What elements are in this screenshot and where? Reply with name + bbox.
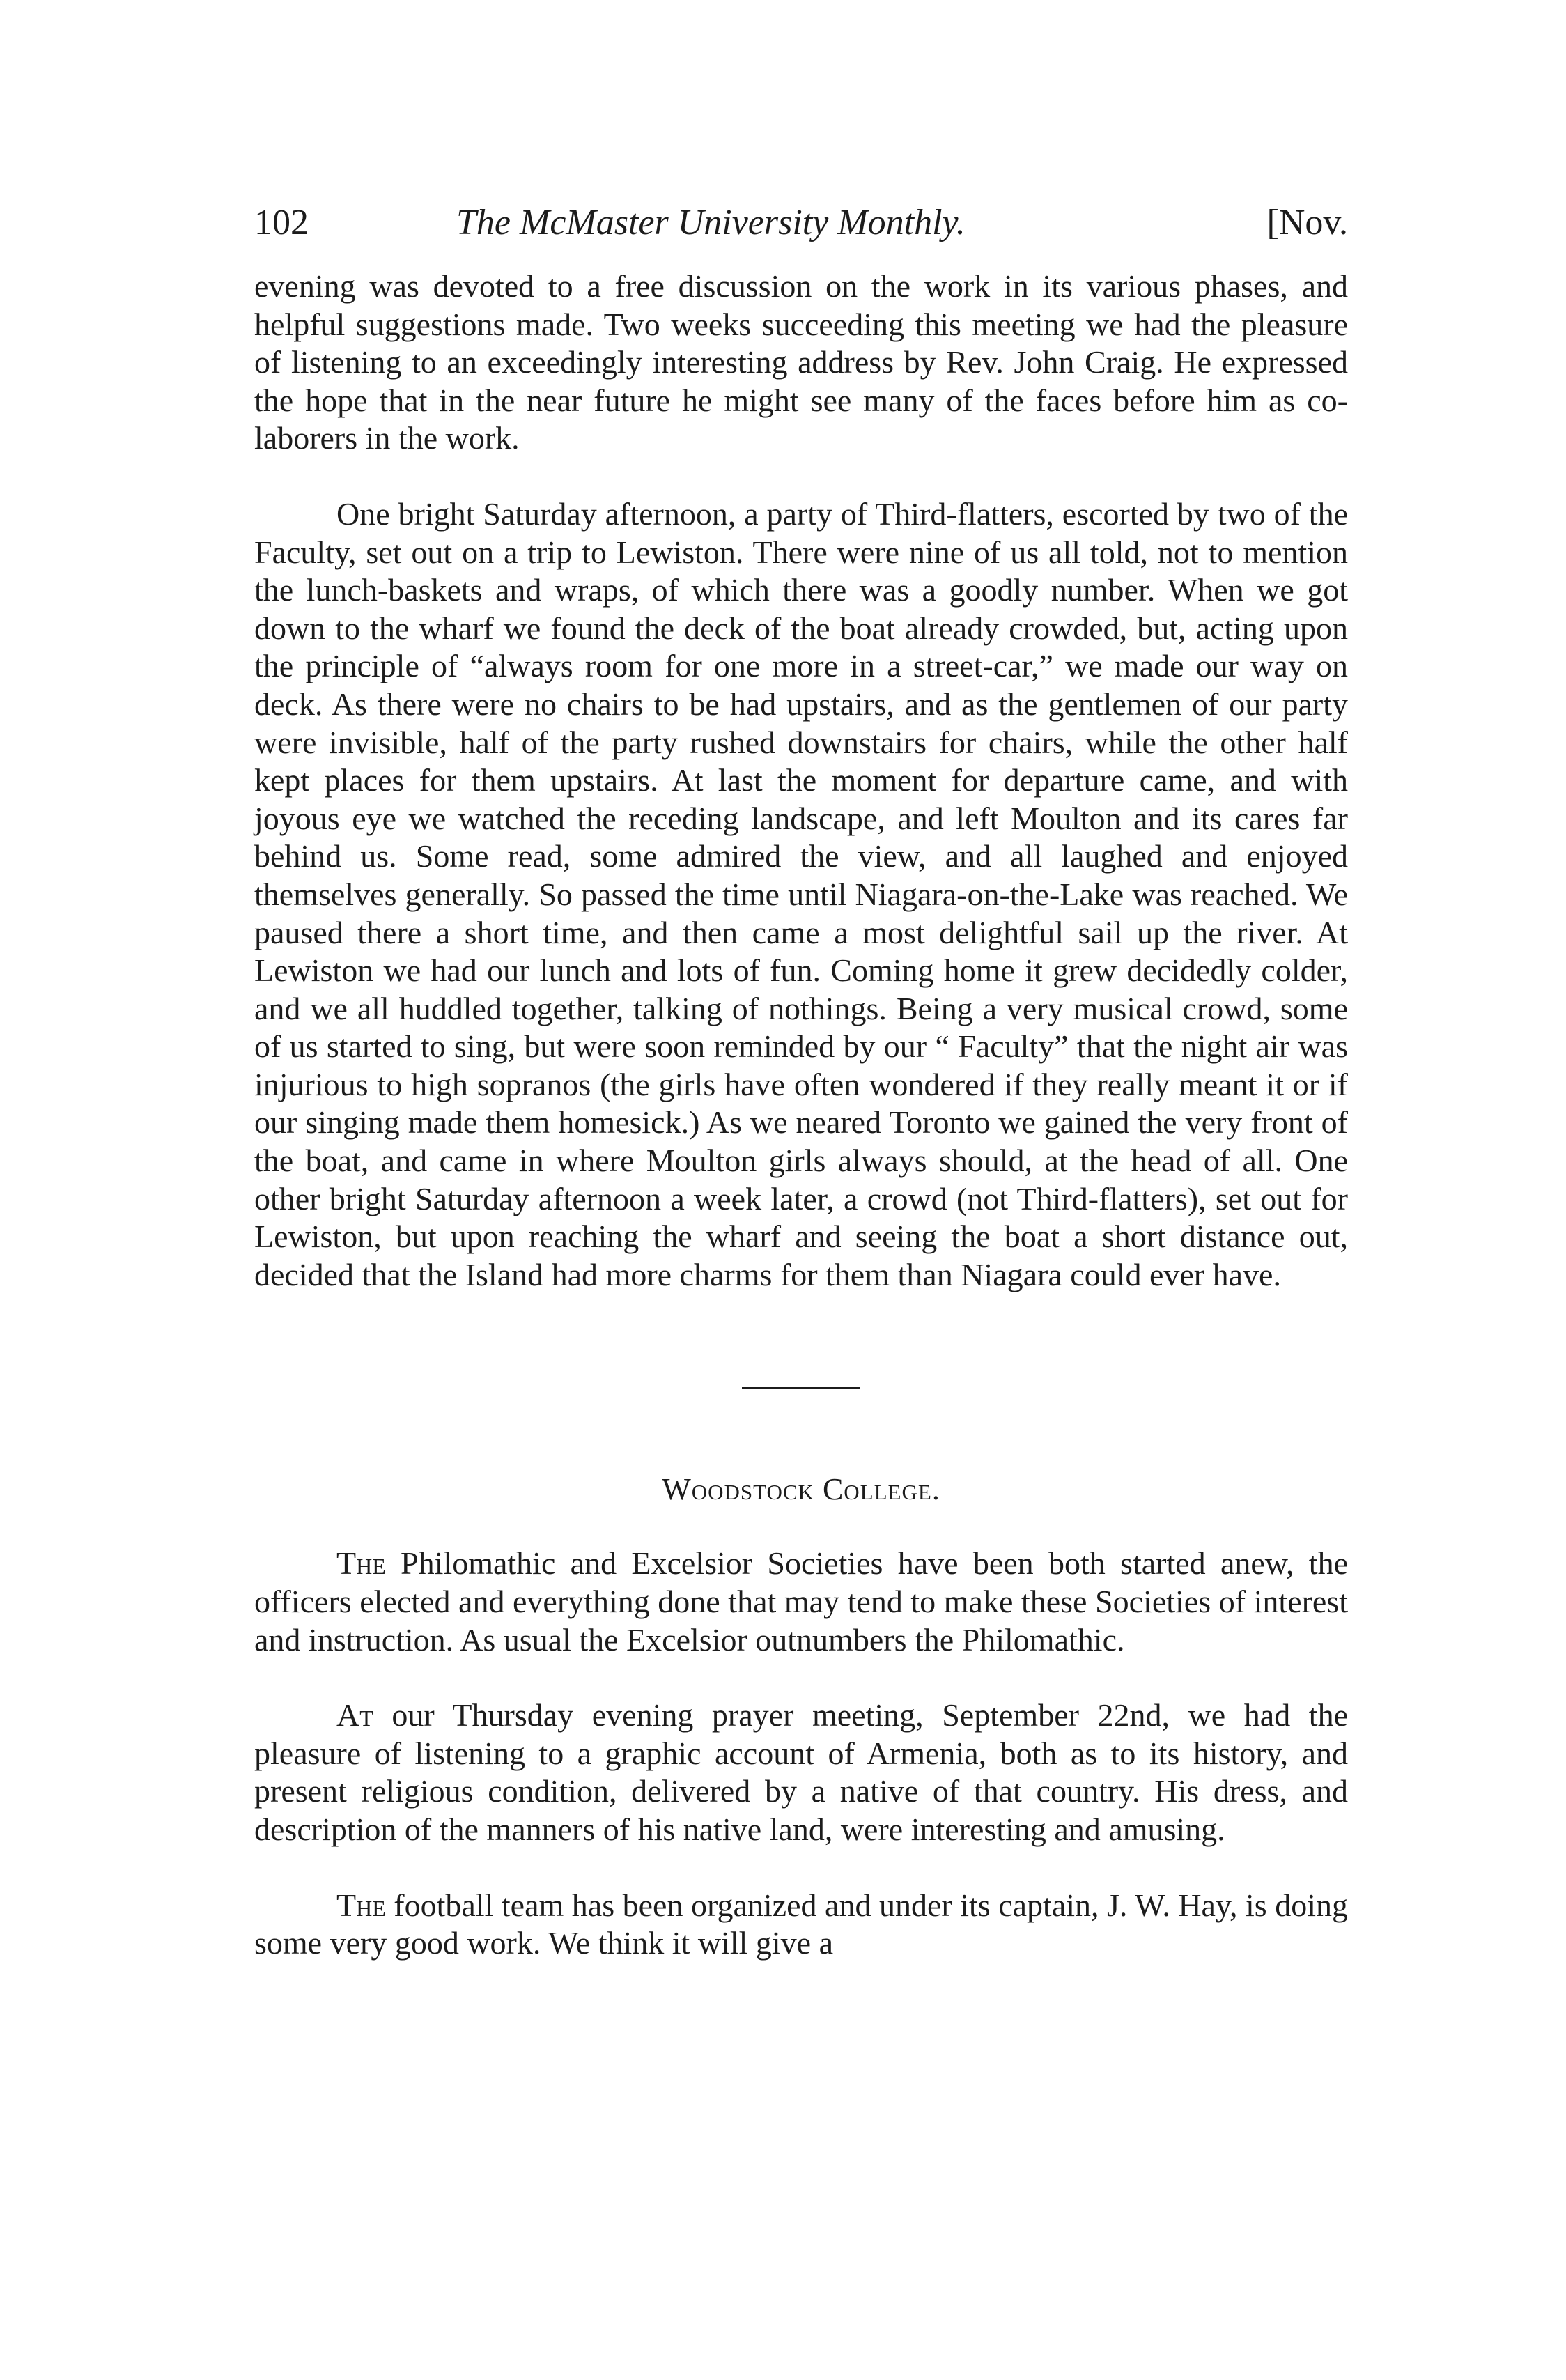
paragraph-lewiston-trip: One bright Saturday afternoon, a party of Third-flatters, escorted by two of the Faculty, set out on a trip to Lewiston. There were nine of us all told, not to mention the lunch-baskets and wraps, of which there was a goodly number. When we got down to the wharf we found the deck of the boat already crowded, but, acting upon the principle of “always room for one more in a street-car,” we made our way on deck. As there were no chairs to be had upstairs, and as the gentlemen of our party were invisible, half of the party rushed downstairs for chairs, while the other half kept places for them upstairs. At last the moment for departure came, and with joyous eye we watched the receding landscape, and left Moulton and its cares far behind us. Some read, some admired the view, and all laughed and enjoyed themselves generally. So passed the time until Niagara-on-the-Lake was reached. We paused there a short time, and then came a most delightful sail up the river. At Lewiston we had our lunch and lots of fun. Coming home it grew decidedly colder, and we all huddled together, talking of nothings. Being a very musical crowd, some of us started to sing, but were soon reminded by our “ Faculty” that the night air was injurious to high sopranos (the girls have often wondered if they really meant it or if our singing made them homesick.) As we neared Toronto we gained the very front of the boat, and came in where Moulton girls always should, at the head of all. One other bright Saturday afternoon a week later, a crowd (not Third-flatters), set out for Lewiston, but upon reaching the wharf and seeing the boat a short distance out, decided that the Island had more charms for them than Niagara could ever have. <box>254 495 1348 1292</box>
paragraph-text: football team has been organized and under its captain, J. W. Hay, is doing some very good work. We think it will give a <box>254 1887 1348 1961</box>
paragraph-lead-word: The <box>336 1545 386 1582</box>
paragraph-continued: evening was devoted to a free discussion on the work in its various phases, and helpful suggestions made. Two weeks succeeding this meeting we had the pleasure of listening to an exceedingly interesting address by Rev. John Craig. He expressed the hope that in the near future he might see many of the faces before him as co-laborers in the work. <box>254 268 1348 456</box>
section-divider-rule <box>742 1387 860 1389</box>
paragraph-societies <box>254 1545 1348 1659</box>
journal-title: The McMaster University Monthly. <box>456 203 966 242</box>
paragraph-prayer-meeting <box>254 1697 1348 1848</box>
paragraph-text: our Thursday evening prayer meeting, September 22nd, we had the pleasure of listening to a graphic account of Armenia, both as to its history, and present religious condition, delivered by a native of that country. His dress, and description of the manners of his native land, were interesting and amusing. <box>254 1697 1348 1847</box>
issue-month: [Nov. <box>1266 203 1348 242</box>
paragraph-football <box>254 1887 1348 1963</box>
section-heading: Woodstock College. <box>662 1472 940 1507</box>
paragraph-lead-word: The <box>336 1887 386 1923</box>
document-page <box>254 202 1348 1963</box>
paragraph-lead-word: At <box>336 1697 373 1733</box>
page-number: 102 <box>254 203 309 242</box>
running-head <box>254 202 1348 258</box>
paragraph-text: Philomathic and Excelsior Societies have been both started anew, the officers elected and everything done that may tend to make these Societies of interest and instruction. As usual the Excelsior outnumbers the Philomathic. <box>254 1545 1348 1658</box>
